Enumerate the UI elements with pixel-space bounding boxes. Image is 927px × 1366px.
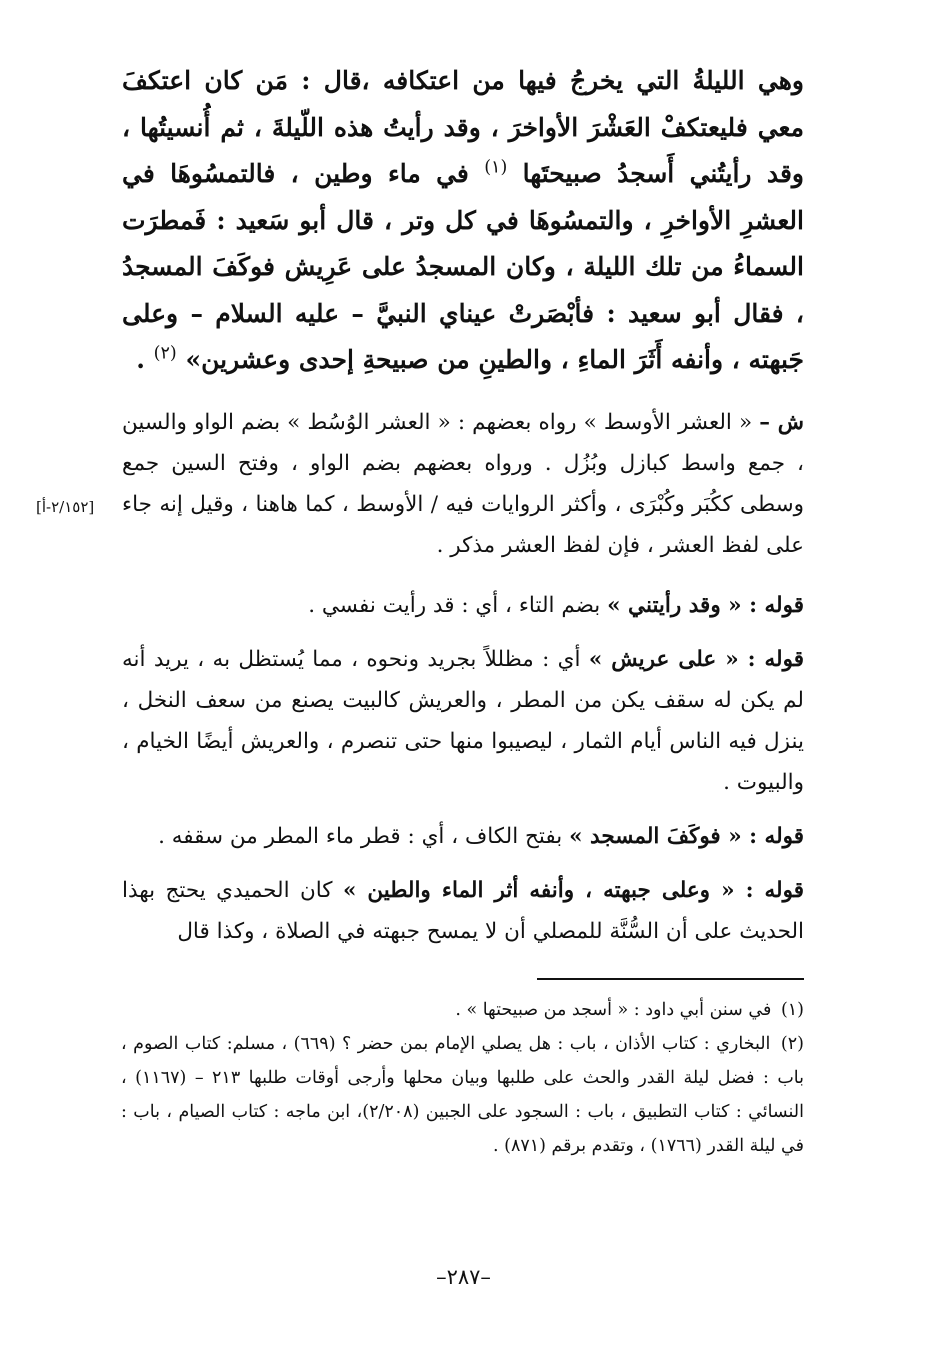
hadith-text-part-2: في ماء وطين ، فالتمسُوهَا في العشرِ الأواخرِ ، والتمسُوهَا في كل وتر ، قال أبو سَعيد : فَمطرَت السماءُ من تلك الليلة ، وكان المسجدُ على عَرِيش فوكَفَ المسجدُ ، فقال أبو سعيد : فأبْصَرتْ عيناي النبيَّ – عليه السلام – وعلى جَبهته ، وأنفه أَثَرَ الماءِ ، والطينِ من صبيحةِ إحدى وعشرين» (122, 159, 804, 374)
hadith-text-part-1: وهي الليلةُ التي يخرجُ فيها من اعتكافه ،قال : مَن كان اعتكفَ معي فليعتكفْ العَشْرَ الأواخرَ ، وقد رأيتُ هذه اللّيلةَ ، ثم أُنسيتُها ، وقد رأيتُني أَسجدُ صبيحتَها (122, 66, 804, 188)
commentary-paragraph-3 (122, 816, 804, 857)
footnote-reference-1: (١) (484, 157, 508, 178)
commentary-lead-1: قوله : « وقد رأيتني » (607, 593, 804, 618)
footnote-separator (537, 978, 804, 980)
commentary-text-4: كان الحميدي يحتج بهذا الحديث على أن السُّنَّة للمصلي أن لا يمسح جبهته في الصلاة ، وكذا قال (122, 878, 804, 944)
footnote-2 (121, 1027, 804, 1163)
hadith-text (122, 58, 804, 384)
commentary-text-3: بفتح الكاف ، أي : قطر ماء المطر من سقفه . (158, 824, 563, 849)
footnote-number: (٢) (780, 1034, 804, 1054)
sharh-paragraph (122, 402, 804, 566)
hadith-end-mark: . (136, 345, 145, 374)
commentary-lead-4: قوله : « وعلى جبهته ، وأنفه أثر الماء والطين » (342, 878, 804, 903)
commentary-paragraph-1 (122, 585, 804, 626)
page-number: –٢٨٧– (436, 1265, 491, 1289)
footnote-text: في سنن أبي داود : « أسجد من صبيحتها » . (455, 1000, 772, 1020)
footnotes (121, 993, 804, 1163)
footnote-1 (121, 993, 804, 1027)
sharh-lead: ش – (759, 410, 805, 435)
footnote-text: البخاري : كتاب الأذان ، باب : هل يصلي الإمام بمن حضر ؟ (٦٦٩) ، مسلم: كتاب الصوم ، باب : فضل ليلة القدر والحث على طلبها وبيان محلها وأرجى أوقات طلبها ٢١٣ – (١١٦٧) ، النسائي : كتاب التطبيق ، باب : السجود على الجبين (٢/٢٠٨)، ابن ماجه : كتاب الصيام ، باب : في ليلة القدر (١٧٦٦) ، وتقدم برقم (٨٧١) . (121, 1034, 805, 1156)
commentary-text-1: بضم التاء ، أي : قد رأيت نفسي . (308, 593, 601, 618)
commentary-lead-2: قوله : « على عريش » (588, 647, 804, 672)
commentary-paragraph-4 (122, 870, 804, 952)
commentary-paragraph-2 (122, 639, 804, 803)
manuscript-folio-reference: [٢/١٥٢-أ] (36, 498, 95, 516)
footnote-reference-2: (٢) (153, 343, 177, 364)
commentary-lead-3: قوله : « فوكَفَ المسجد » (569, 824, 804, 849)
commentary-text-2: أي : مظللاً بجريد ونحوه ، مما يُستظل به ، يريد أنه لم يكن له سقف يكن من المطر ، والعريش كالبيت يصنع من سعف النخل ، ينزل فيه الناس أيام الثمار ، ليصيبوا منها حتى تنصرم ، والعريش أيضًا الخيام ، والبيوت . (122, 647, 804, 795)
sharh-text: « العشر الأوسط » رواه بعضهم : « العشر الوُسُط » بضم الواو والسين ، جمع واسط كبازل وبُزُل . ورواه بعضهم بضم الواو ، وفتح السين جمع وسطى ككُبَر وكُبْرَى ، وأكثر الروايات فيه / الأوسط ، كما هاهنا ، وقيل إنه جاء على لفظ العشر ، فإن لفظ العشر مذكر . (122, 410, 804, 558)
footnote-number: (١) (780, 1000, 804, 1020)
